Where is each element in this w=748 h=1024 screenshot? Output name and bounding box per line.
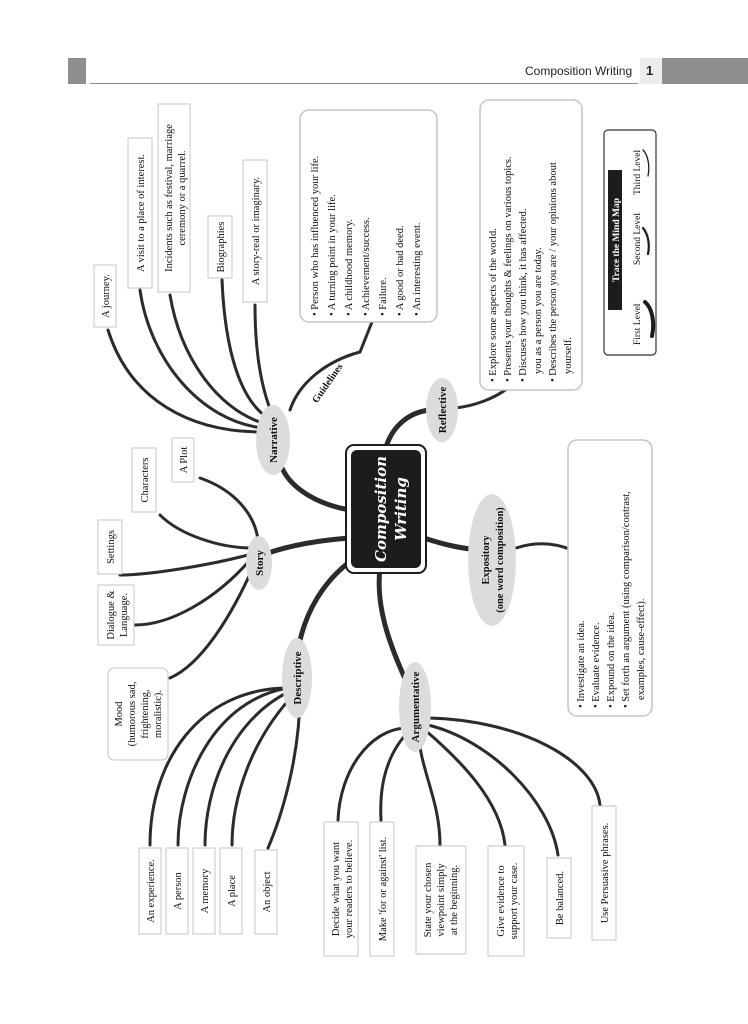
guidelines-item: • Failure.: [378, 277, 389, 316]
branch-guidelines-text: Guidelines: [310, 361, 346, 406]
expository-item: examples, cause-effect).: [636, 598, 647, 700]
descriptive-item-object: [255, 850, 277, 934]
connector-story-dialogue: [135, 560, 250, 625]
branch-reflective: [426, 378, 458, 442]
story-element-plot-text: A Plot: [179, 446, 190, 474]
guidelines-item: • An interesting event.: [412, 222, 423, 316]
center-title-line1: Composition: [372, 456, 390, 562]
branch-reflective-label: Reflective: [437, 386, 449, 434]
argumentative-item-balanced: [547, 858, 571, 938]
reflective-item: yourself.: [563, 336, 574, 374]
argumentative-item-state-text-2: viewpoint simply: [436, 863, 447, 937]
argumentative-item-balanced-text: Be balanced.: [555, 870, 566, 926]
guidelines-box: [300, 110, 437, 322]
page-number: 1: [646, 63, 654, 78]
descriptive-item-person-text: A person: [173, 872, 184, 910]
narrative-topic-journey-text: A journey.: [101, 274, 112, 318]
connector-descriptive-experience: [150, 688, 285, 845]
reflective-item: • Presents your thoughts & feelings on various topics.: [503, 156, 514, 382]
guidelines-item: • Achievement/success.: [361, 217, 372, 316]
story-element-settings: [98, 520, 122, 574]
legend-title: Trace the Mind Map: [612, 198, 622, 282]
story-element-mood-text-2: (humorous sad,: [127, 681, 138, 747]
branch-descriptive-label: Descriptive: [292, 651, 304, 705]
connector-descriptive-place: [232, 692, 296, 845]
header-title: Composition Writing: [525, 64, 633, 78]
branch-expository-label-1: Expository: [481, 535, 492, 585]
argumentative-item-evidence-text-1: Give evidence to: [496, 865, 507, 937]
story-element-characters: [132, 448, 156, 512]
expository-item: • Evaluate evidence.: [591, 622, 602, 708]
descriptive-item-place-text: A place: [227, 875, 238, 907]
branch-narrative-label: Narrative: [268, 417, 280, 463]
branch-story: [246, 536, 272, 590]
argumentative-item-evidence-text-2: support your case.: [509, 862, 520, 940]
branch-guidelines-label: [310, 362, 345, 406]
branch-story-label: Story: [254, 550, 266, 576]
connector-arg-evidence: [425, 730, 505, 845]
connector-center-narrative: [282, 468, 350, 510]
argumentative-item-decide-text-1: Decide what you want: [331, 841, 342, 937]
guidelines-item: • A childhood memory.: [344, 219, 355, 316]
narrative-topic-incidents-text-2: ceremony or a quarrel.: [177, 150, 188, 246]
story-element-plot: [172, 438, 194, 482]
descriptive-item-person: [166, 848, 188, 934]
story-element-dialogue-text-1: Dialogue &: [106, 590, 117, 640]
reflective-item: • Describes the person you are / your opinions about: [548, 162, 559, 382]
descriptive-item-experience: [139, 848, 161, 934]
reflective-item: you as a person you are today.: [533, 247, 544, 374]
narrative-topic-journey: [94, 265, 116, 327]
connector-arg-persuasive: [428, 718, 600, 805]
branch-descriptive: [282, 638, 312, 718]
argumentative-item-make-list: [370, 822, 394, 956]
legend-third-level: Third Level: [633, 149, 643, 195]
story-element-dialogue-text-2: Language.: [119, 592, 130, 638]
narrative-topic-storyreal-text: A story-real or imaginary.: [251, 176, 262, 286]
connector-expository-box: [516, 544, 572, 550]
story-element-characters-text: Characters: [140, 457, 151, 503]
story-element-mood-text-1: Mood: [114, 701, 125, 727]
legend-box: [604, 130, 656, 355]
guidelines-item: • A turning point in your life.: [327, 194, 338, 316]
expository-item: • Set forth an argument (using comparison/contrast,: [621, 491, 632, 708]
guidelines-item: • Person who has influenced your life.: [310, 155, 321, 316]
narrative-topic-visit: [128, 138, 152, 288]
connector-story-mood: [170, 563, 255, 678]
story-element-mood-text-4: moralistic).: [153, 689, 164, 739]
connector-narrative-visit: [140, 290, 262, 428]
connector-story-characters: [160, 515, 252, 548]
connector-arg-decide: [338, 728, 405, 820]
connector-arg-balanced: [428, 725, 558, 855]
connector-arg-make: [381, 730, 410, 820]
narrative-topic-incidents-text-1: Incidents such as festival, marriage: [164, 124, 175, 272]
argumentative-item-state-text-1: State your chosen: [423, 862, 434, 938]
connector-story-settings: [120, 555, 248, 575]
descriptive-item-memory: [193, 848, 215, 934]
narrative-topic-storyreal: [243, 160, 267, 302]
argumentative-item-state-text-3: at the beginning.: [449, 864, 460, 936]
connector-center-descriptive: [298, 560, 352, 650]
argumentative-item-make-list-text: Make 'for or against' list.: [378, 836, 389, 942]
branch-narrative: [256, 405, 290, 475]
expository-item: • Investigate an idea.: [576, 620, 587, 708]
argumentative-item-persuasive: [592, 806, 616, 940]
connector-narrative-storyreal: [255, 305, 272, 414]
branch-argumentative: [399, 662, 431, 752]
center-title-line2: Writing: [392, 477, 410, 541]
narrative-topic-biographies-text: Biographies: [216, 221, 227, 273]
guidelines-item: • A good or bad deed.: [395, 225, 406, 316]
descriptive-item-memory-text: A memory: [200, 868, 211, 914]
argumentative-item-persuasive-text: Use Persuasive phrases.: [600, 822, 611, 924]
reflective-item: • Explore some aspects of the world.: [488, 228, 499, 382]
story-element-mood: [108, 668, 168, 760]
narrative-topic-incidents: [158, 104, 190, 292]
legend-second-level: Second Level: [633, 213, 643, 265]
connector-center-story: [268, 538, 350, 553]
reflective-item: • Discuses how you think, it has affected.: [518, 208, 529, 382]
argumentative-item-decide: [324, 822, 358, 956]
descriptive-item-place: [220, 848, 242, 934]
reflective-box: [480, 100, 582, 390]
connector-guidelines-box: [360, 322, 372, 352]
argumentative-item-evidence: [488, 846, 524, 956]
connector-narrative-incidents: [170, 295, 265, 424]
descriptive-item-experience-text: An experience.: [146, 859, 157, 923]
branch-argumentative-label: Argumentative: [410, 671, 422, 743]
argumentative-item-state: [416, 846, 466, 954]
story-element-dialogue: [98, 585, 134, 645]
expository-box: [568, 440, 652, 716]
legend-first-level: First Level: [633, 303, 643, 345]
branch-expository-label-2: (one word composition): [495, 507, 506, 613]
center-node: [346, 445, 426, 573]
connector-story-plot: [200, 478, 258, 540]
narrative-topic-visit-text: A visit to a place of interest.: [136, 153, 147, 273]
argumentative-item-decide-text-2: your readers to believe.: [344, 839, 355, 939]
connector-reflective-box: [455, 388, 508, 408]
descriptive-item-object-text: An object: [262, 871, 273, 913]
expository-item: • Expound on the idea.: [606, 612, 617, 708]
narrative-topic-biographies: [208, 216, 232, 278]
story-element-mood-text-3: frightening,: [140, 689, 151, 739]
story-element-settings-text: Settings: [106, 530, 117, 564]
branch-expository: [468, 494, 516, 626]
